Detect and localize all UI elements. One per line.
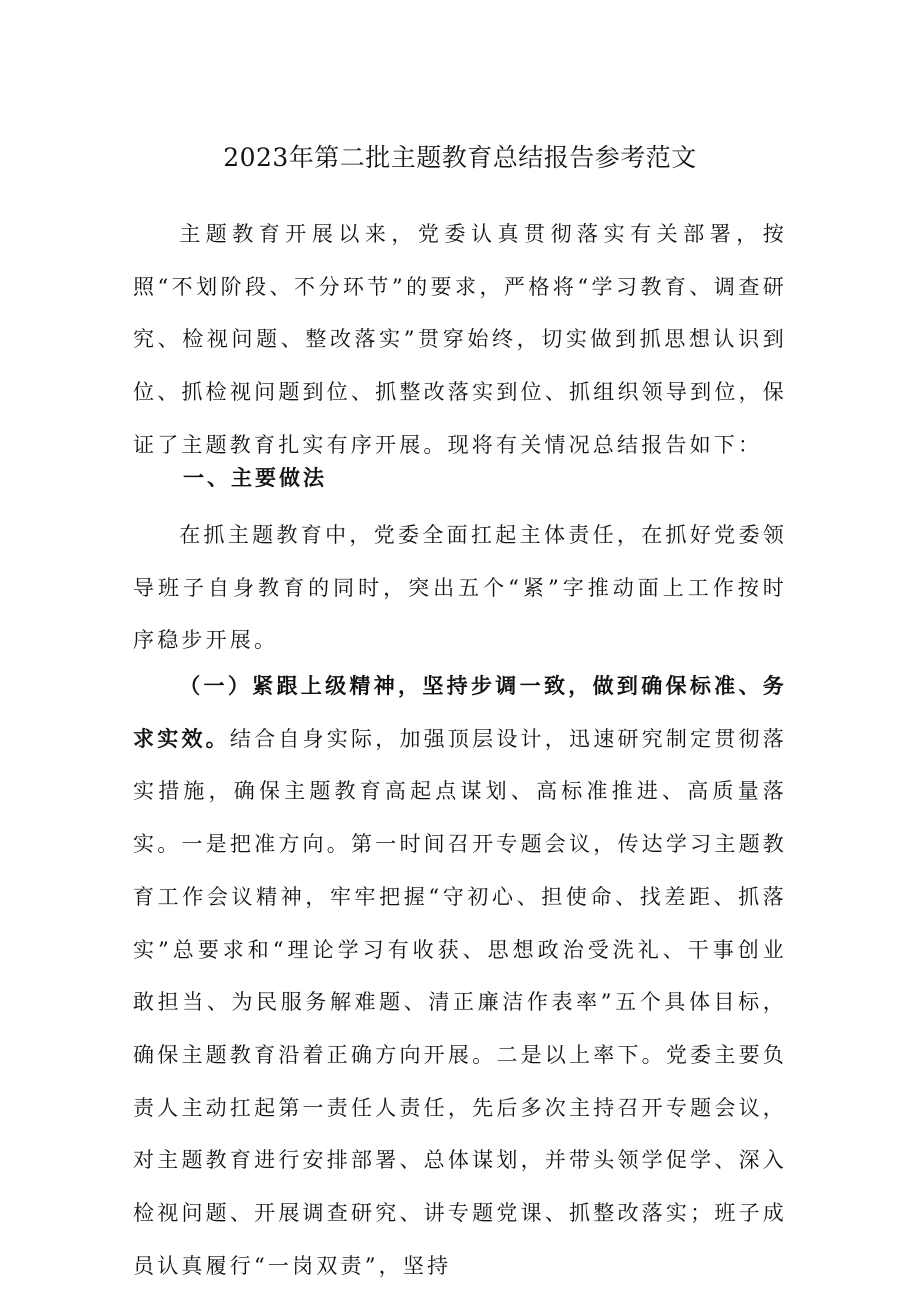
item-1-paragraph: [133, 660, 787, 1292]
section-summary-paragraph: 在抓主题教育中，党委全面扛起主体责任，在抓好党委领导班子自身教育的同时，突出五个“紧”字推动面上工作按时序稳步开展。: [133, 523, 787, 653]
item-1-lead: （一）紧跟上级精神，坚持步调一致，做到确保标准、务求实效。: [133, 673, 787, 751]
document-title: 2023年第二批主题教育总结报告参考范文: [223, 143, 697, 172]
item-1-body: 结合自身实际，加强顶层设计，迅速研究制定贯彻落实措施，确保主题教育高起点谋划、高标准推进、高质量落实。一是把准方向。第一时间召开专题会议，传达学习主题教育工作会议精神，牢牢把握“守初心、担使命、找差距、抓落实”总要求和“理论学习有收获、思想政治受洗礼、干事创业敢担当、为民服务解难题、清正廉洁作表率”五个具体目标，确保主题教育沿着正确方向开展。二是以上率下。党委主要负责人主动扛起第一责任人责任，先后多次主持召开专题会议，对主题教育进行安排部署、总体谋划，并带头领学促学、深入检视问题、开展调查研究、讲专题党课、抓整改落实；班子成员认真履行“一岗双责”，坚持: [133, 726, 787, 1278]
intro-paragraph: 主题教育开展以来，党委认真贯彻落实有关部署，按照“不划阶段、不分环节”的要求，严格将“学习教育、调查研究、检视问题、整改落实”贯穿始终，切实做到抓思想认识到位、抓检视问题到位、抓整改落实到位、抓组织领导到位，保证了主题教育扎实有序开展。现将有关情况总结报告如下：: [133, 222, 787, 457]
section-heading-main-practices: 一、主要做法: [183, 465, 327, 490]
